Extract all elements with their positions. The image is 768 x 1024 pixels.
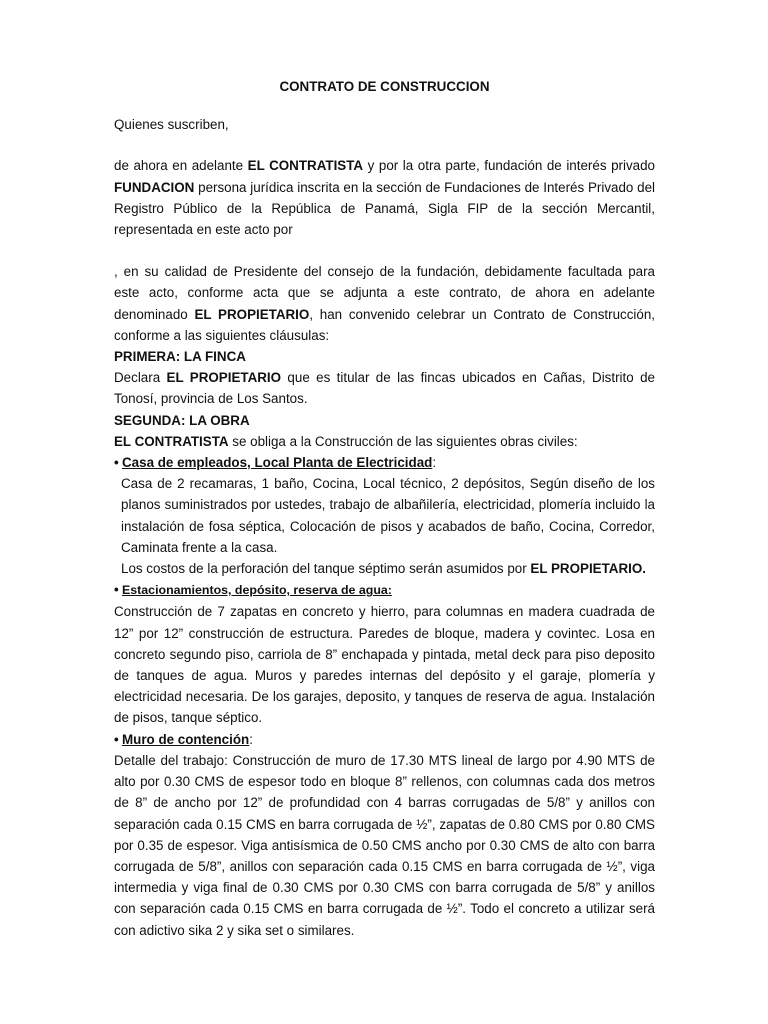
bullet-icon: •: [114, 455, 119, 471]
text-run: , en su calidad de Presidente del consejo de la fundación, debidamente facultada para este acto, conforme acta que se adjunta a este contrato, de ahora en adelante denominado: [114, 264, 655, 322]
item-heading: Casa de empleados, Local Planta de Electricidad: [122, 455, 433, 471]
term-contratista: EL CONTRATISTA: [247, 158, 364, 174]
list-item-casa-empleados: [114, 452, 655, 473]
text-run: Los costos de la perforación del tanque séptimo serán asumidos por: [121, 561, 531, 577]
text-run: :: [432, 455, 437, 471]
clause-segunda-heading: SEGUNDA: LA OBRA: [114, 412, 250, 428]
paragraph-contratista: [114, 155, 655, 240]
term-propietario: EL PROPIETARIO.: [530, 561, 646, 577]
item-body: Casa de 2 recamaras, 1 baño, Cocina, Local técnico, 2 depósitos, Según diseño de los planos suministrados por ustedes, trabajo de albañilería, electricidad, plomería incluido la instalación de fosa séptica, Colocación de pisos y acabados de baño, Cocina, Corredor, Caminata frente a la casa.: [121, 476, 655, 555]
clause-primera-heading: PRIMERA: LA FINCA: [114, 349, 246, 365]
bullet-icon: •: [114, 582, 119, 598]
item-body: Construcción de 7 zapatas en concreto y hierro, para columnas en madera cuadrada de 12” por 12” construcción de estructura. Paredes de bloque, madera y covintec. Losa en concreto segundo piso, carriola de 8” enchapada y pintada, metal deck para piso deposito de tanques de agua. Muros y paredes internas del depósito y el garaje, plomería y electricidad necesaria. De los garajes, deposito, y tanques de reserva de agua. Instalación de pisos, tanque séptico.: [114, 604, 655, 726]
text-run: persona jurídica inscrita en la sección de Fundaciones de Interés Privado del Registro Público de la República de Panamá, Sigla FIP de la sección Mercantil, representada en este acto por: [114, 179, 655, 238]
term-propietario: EL PROPIETARIO: [194, 306, 310, 322]
clause-primera-body: [114, 367, 655, 409]
term-contratista: EL CONTRATISTA: [114, 433, 229, 449]
clause-segunda-body: [114, 431, 655, 452]
list-item-estacionamientos: [114, 579, 655, 601]
term-propietario: EL PROPIETARIO: [166, 370, 282, 386]
list-item-muro-contencion: [114, 729, 655, 750]
paragraph-propietario: [114, 261, 655, 346]
term-fundacion: FUNDACION: [114, 179, 195, 195]
text-run: Declara: [114, 370, 167, 386]
item-costs: [114, 558, 655, 579]
item-body: Detalle del trabajo: Construcción de muro de 17.30 MTS lineal de largo por 4.90 MTS de alto por 0.30 CMS de espesor todo en bloque 8” rellenos, con columnas cada dos metros de 8” de ancho por 12” de profundidad con 4 barras corrugadas de 5/8” y anillos con separación cada 0.15 CMS en barra corrugada de ½”, zapatas de 0.80 CMS por 0.80 CMS por 0.35 de espesor. Viga antisísmica de 0.50 CMS ancho por 0.30 CMS de alto con barra corrugada de 5/8”, anillos con separación cada 0.15 CMS en barra corrugada de ½”, viga intermedia y viga final de 0.30 CMS por 0.30 CMS con barra corrugada de 5/8” y anillos con separación cada 0.15 CMS en barra corrugada de ½”. Todo el concreto a utilizar será con adictivo sika 2 y sika set o similares.: [114, 752, 655, 938]
bullet-icon: •: [114, 731, 119, 747]
text-run: , han convenido celebrar un Contrato de Construcción, conforme a las siguientes cláusulas:: [114, 306, 655, 343]
document-title: CONTRATO DE CONSTRUCCION: [279, 79, 490, 94]
item-heading: Muro de contención: [122, 731, 250, 747]
text-run: :: [249, 731, 253, 747]
text-run: de ahora en adelante: [114, 158, 248, 174]
intro-line: Quienes suscriben,: [114, 117, 229, 133]
text-run: que es titular de las fincas ubicados en Cañas, Distrito de Tonosí, provincia de Los Santos.: [114, 370, 655, 407]
item-heading: Estacionamientos, depósito, reserva de agua:: [122, 583, 392, 598]
text-run: y por la otra parte, fundación de interés privado: [363, 158, 655, 174]
text-run: se obliga a la Construcción de las siguientes obras civiles:: [228, 433, 578, 449]
